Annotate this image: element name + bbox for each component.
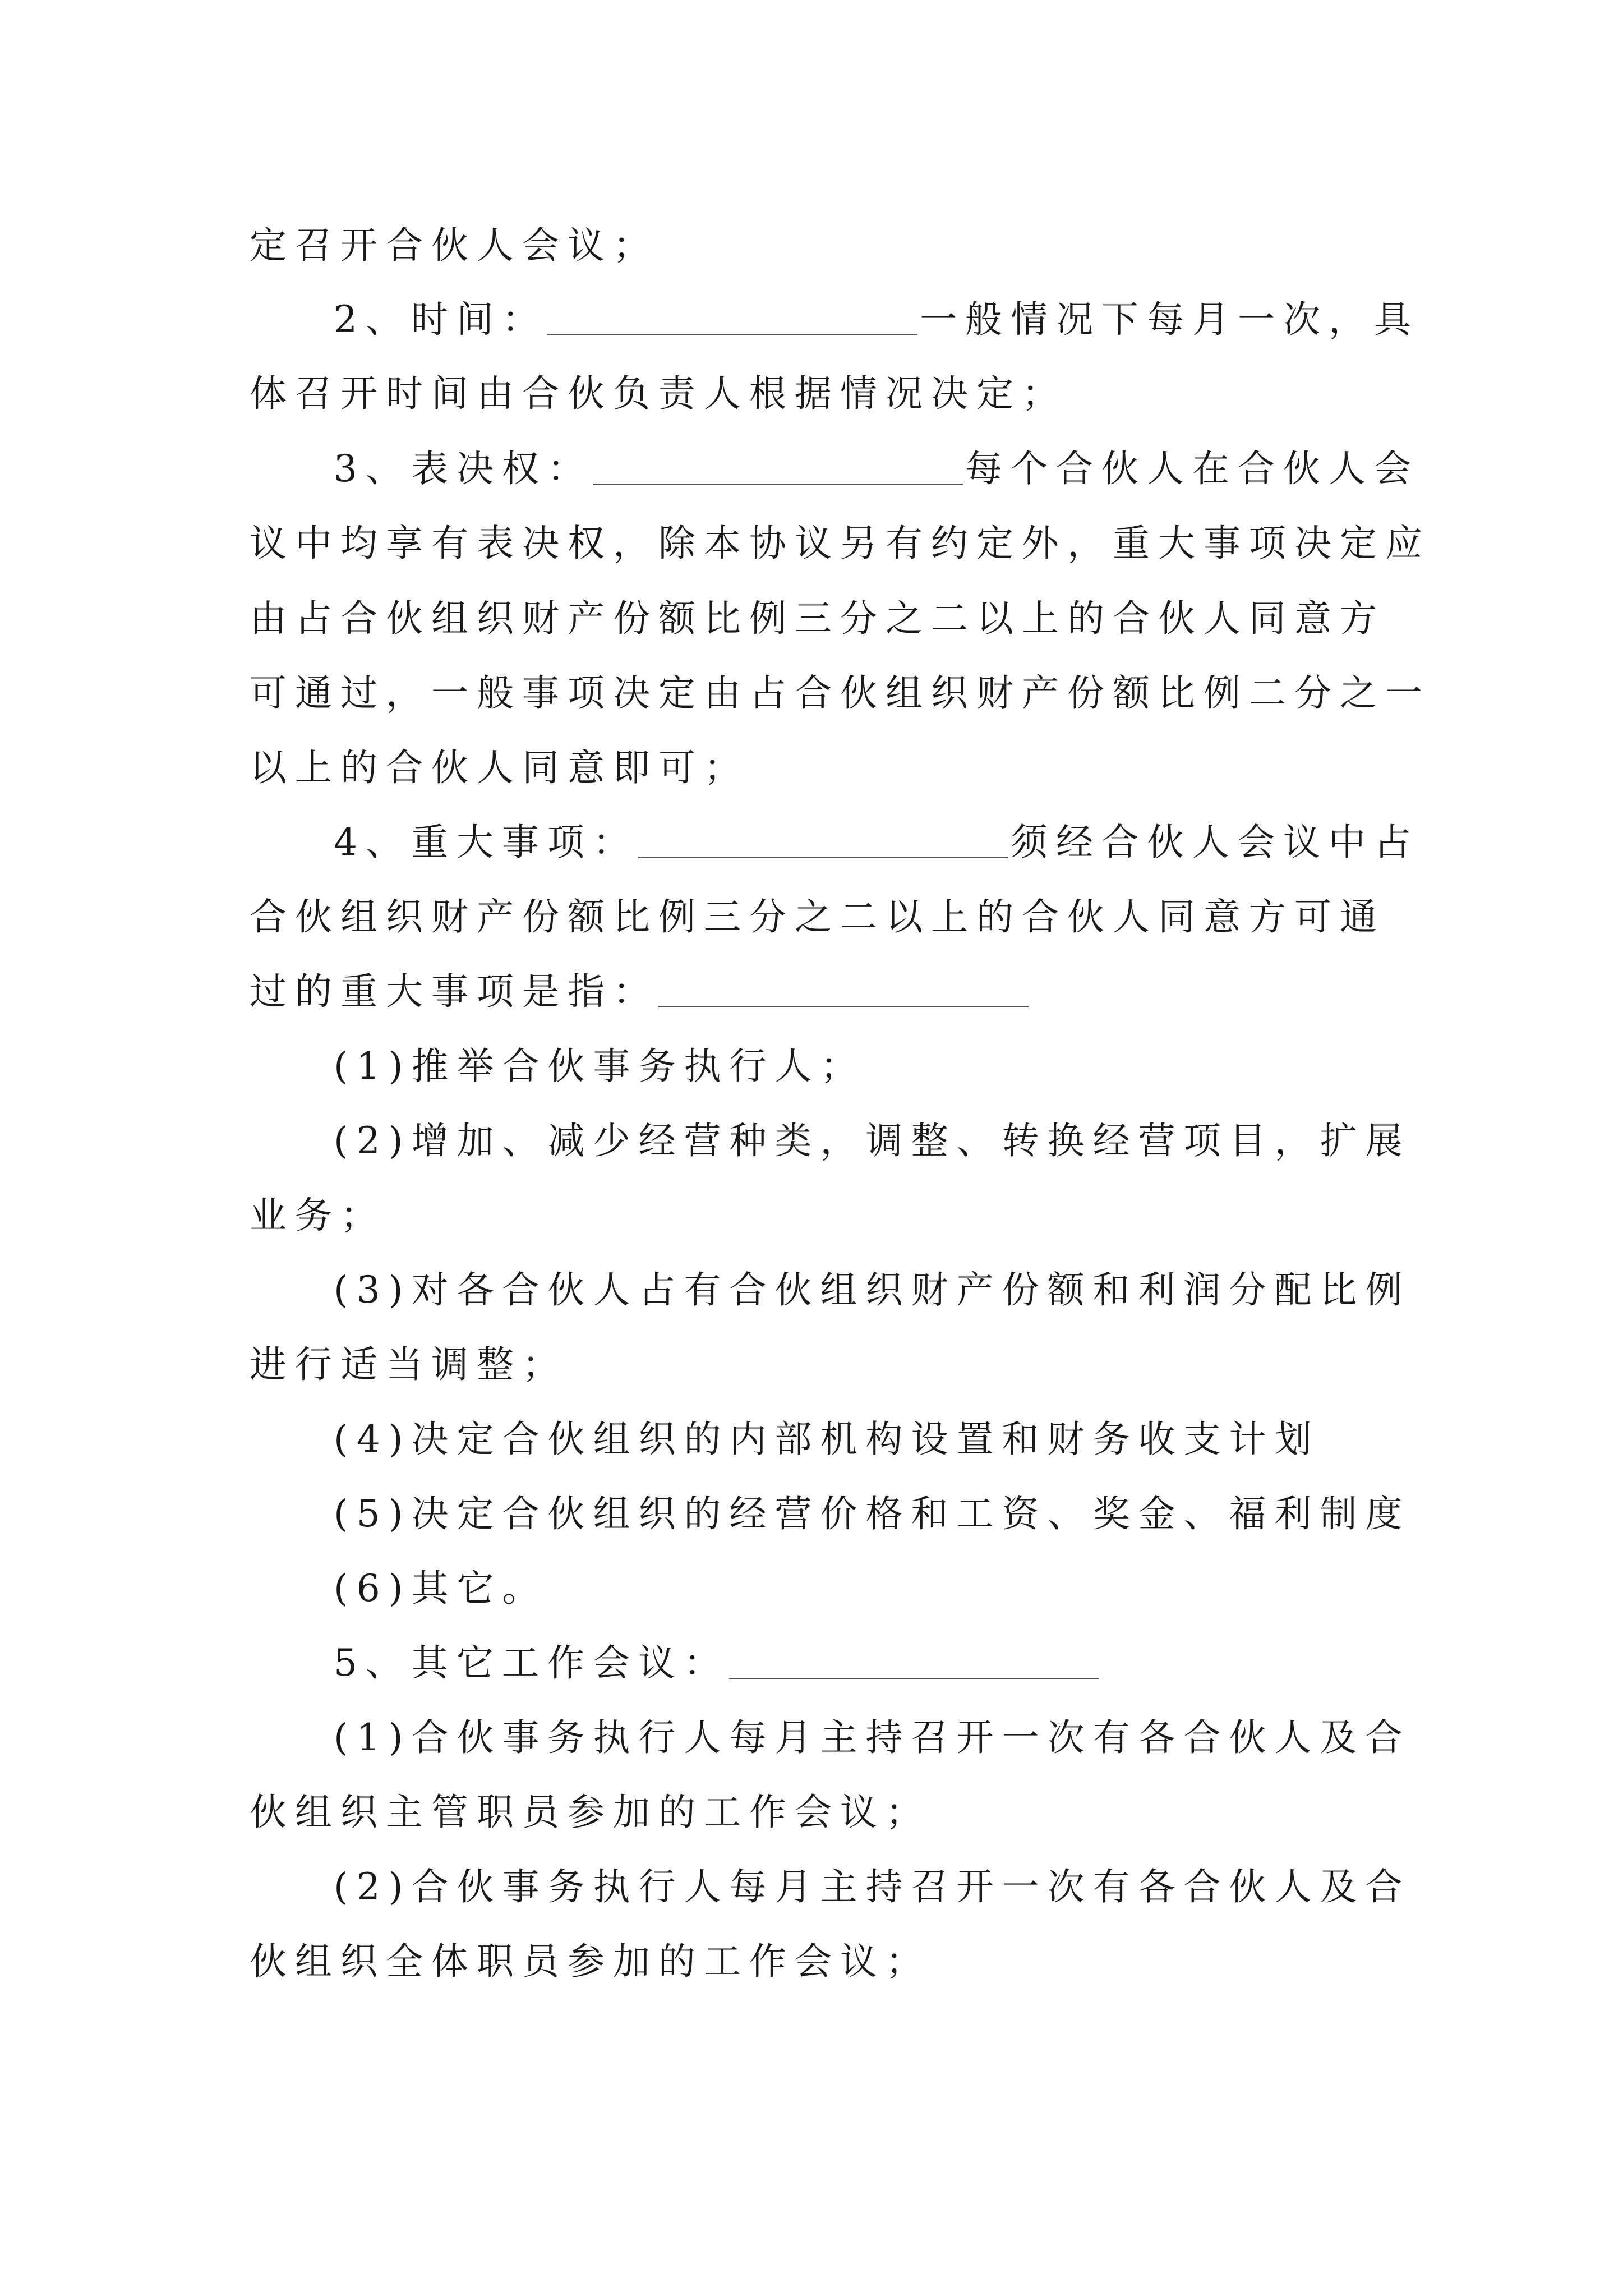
text-line [250, 665, 1431, 721]
text-line [334, 441, 1419, 497]
line-text: 以上的合伙人同意即可； [250, 746, 749, 789]
line-text: 伙组织全体职员参加的工作会议； [250, 1940, 931, 1983]
line-text: (6)其它。 [334, 1567, 548, 1610]
line-text: (2)增加、减少经营种类，调整、转换经营项目，扩展 [334, 1119, 1411, 1162]
text-line [334, 1635, 1382, 1691]
text-line [250, 591, 1385, 647]
line-text: 定召开合伙人会议； [250, 224, 658, 267]
line-text: 一般情况下每月一次，具 [920, 298, 1419, 341]
line-text: 每个合伙人在合伙人会 [965, 447, 1419, 490]
line-text: 业务； [250, 1194, 386, 1237]
text-line [334, 1411, 1382, 1467]
line-text: 5、其它工作会议： [334, 1641, 729, 1685]
line-text: 体召开时间由合伙负责人根据情况决定； [250, 372, 1067, 415]
blank-fill-line[interactable] [658, 964, 1029, 1020]
line-text: 由占合伙组织财产份额比例三分之二以上的合伙人同意方 [250, 597, 1385, 640]
text-line [250, 218, 1382, 274]
blank-fill-line[interactable] [547, 292, 917, 348]
text-line [334, 292, 1419, 348]
line-text: 可通过，一般事项决定由占合伙组织财产份额比例二分之一 [250, 671, 1431, 715]
line-text: 过的重大事项是指： [250, 970, 658, 1013]
blank-fill-line[interactable] [729, 1635, 1099, 1691]
text-line [334, 815, 1419, 871]
line-text: 4、重大事项： [334, 821, 638, 864]
line-text: 3、表决权： [334, 447, 593, 490]
text-line [334, 1113, 1411, 1169]
text-line [250, 964, 1382, 1020]
text-line [334, 1859, 1411, 1915]
line-text: 议中均享有表决权，除本协议另有约定外，重大事项决定应 [250, 522, 1431, 565]
line-text: 进行适当调整； [250, 1343, 568, 1386]
line-text: 须经合伙人会议中占 [1011, 821, 1419, 864]
text-line [334, 1262, 1411, 1318]
text-line [334, 1561, 1382, 1617]
line-text: 2、时间： [334, 298, 547, 341]
text-line [250, 1337, 1382, 1393]
line-text: (2)合伙事务执行人每月主持召开一次有各合伙人及合 [334, 1865, 1411, 1908]
text-line [334, 1710, 1411, 1766]
text-line [250, 1784, 1382, 1841]
text-line [250, 1188, 1382, 1244]
text-line [250, 1934, 1382, 1990]
text-line [250, 366, 1382, 422]
line-text: (3)对各合伙人占有合伙组织财产份额和利润分配比例 [334, 1268, 1411, 1312]
line-text: 伙组织主管职员参加的工作会议； [250, 1791, 931, 1834]
line-text: (4)决定合伙组织的内部机构设置和财务收支计划 [334, 1418, 1320, 1461]
blank-fill-line[interactable] [593, 441, 963, 497]
text-line [250, 516, 1431, 572]
blank-fill-line[interactable] [638, 815, 1008, 871]
text-line [334, 1038, 1382, 1094]
text-line [250, 889, 1385, 945]
line-text: (5)决定合伙组织的经营价格和工资、奖金、福利制度 [334, 1492, 1411, 1535]
text-line [334, 1486, 1411, 1542]
line-text: (1)推举合伙事务执行人； [334, 1045, 866, 1088]
line-text: (1)合伙事务执行人每月主持召开一次有各合伙人及合 [334, 1716, 1411, 1759]
text-line [250, 740, 1382, 796]
line-text: 合伙组织财产份额比例三分之二以上的合伙人同意方可通 [250, 895, 1385, 938]
